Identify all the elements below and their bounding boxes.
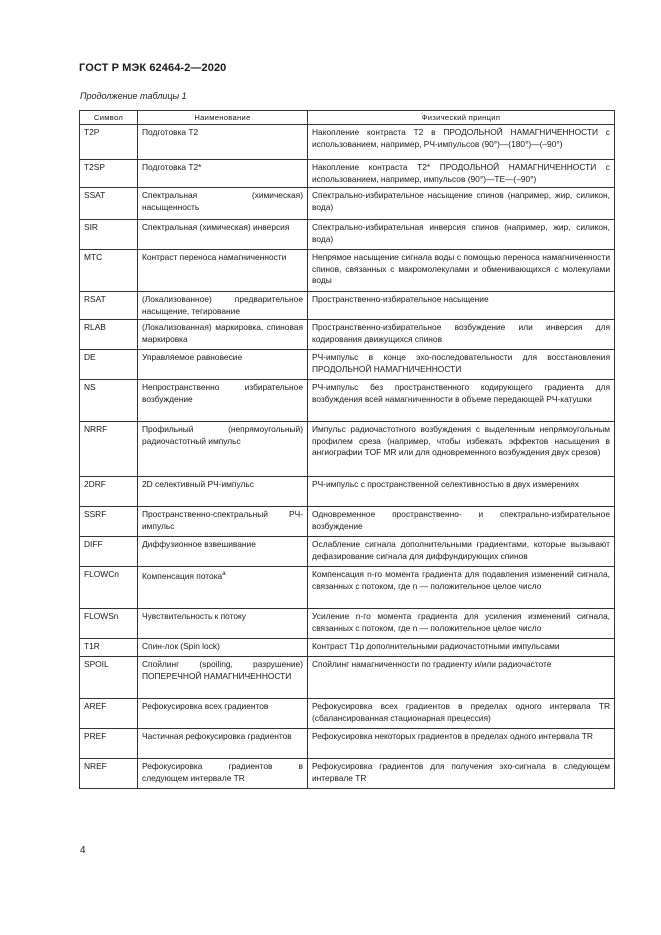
table-row [80, 759, 615, 789]
name-cell: Непространственно избирательное возбуждение [138, 380, 308, 422]
name-cell: 2D селективный РЧ-импульс [138, 477, 308, 507]
symbol-cell: FLOWCn [80, 567, 138, 609]
principle-cell: Спойлинг намагниченности по градиенту и/или радиочастоте [308, 657, 615, 699]
symbol-cell: 2DRF [80, 477, 138, 507]
table-row [80, 699, 615, 729]
table-row [80, 320, 615, 350]
symbol-cell: T1R [80, 639, 138, 657]
name-cell: Профильный (непрямоугольный) радиочастотный импульс [138, 422, 308, 477]
name-cell: Спин-лок (Spin lock) [138, 639, 308, 657]
symbol-cell: SSRF [80, 507, 138, 537]
symbol-cell: NRRF [80, 422, 138, 477]
name-cell: Контраст переноса намагниченности [138, 250, 308, 292]
symbol-cell: FLOWSn [80, 609, 138, 639]
name-cell: Спойлинг (spoiling, разрушение) ПОПЕРЕЧНОЙ НАМАГНИЧЕННОСТИ [138, 657, 308, 699]
symbol-cell: RLAB [80, 320, 138, 350]
footnote-marker: a [222, 571, 226, 578]
symbol-cell: RSAT [80, 292, 138, 320]
name-cell: Частичная рефокусировка градиентов [138, 729, 308, 759]
table-row [80, 657, 615, 699]
name-cell: Чувствительность к потоку [138, 609, 308, 639]
table-row [80, 567, 615, 609]
principle-cell: Спектрально-избирательная инверсия спинов (например, жир, силикон, вода) [308, 220, 615, 250]
symbol-cell: AREF [80, 699, 138, 729]
principle-cell: Усиление n-го момента градиента для усиления изменений сигнала, связанных с потоком, где n — положительное целое число [308, 609, 615, 639]
column-header-principle: Физический принцип [308, 111, 615, 125]
symbol-cell: T2P [80, 125, 138, 160]
table-row [80, 125, 615, 160]
table-row [80, 350, 615, 380]
table-row [80, 639, 615, 657]
table-row [80, 422, 615, 477]
document-title: ГОСТ Р МЭК 62464-2—2020 [79, 62, 227, 74]
principle-cell: Рефокусировка градиентов для получения эхо-сигнала в следующем интервале TR [308, 759, 615, 789]
name-cell: Подготовка T2 [138, 125, 308, 160]
principle-cell: РЧ-импульс с пространственной селективностью в двух измерениях [308, 477, 615, 507]
name-cell: Подготовка T2* [138, 160, 308, 188]
principle-cell: Рефокусировка всех градиентов в пределах одного интервала TR (сбалансированная стационарная прецессия) [308, 699, 615, 729]
name-cell: Компенсация потока$^a$ [138, 567, 308, 609]
table-row [80, 250, 615, 292]
column-header-name: Наименование [138, 111, 308, 125]
table-row [80, 220, 615, 250]
page-number: 4 [80, 845, 86, 856]
principle-cell: Накопление контраста T2 в ПРОДОЛЬНОЙ НАМАГНИЧЕННОСТИ с использованием, например, РЧ-импульсов (90°)—(180°)—(–90°) [308, 125, 615, 160]
table-row [80, 380, 615, 422]
principle-cell: Спектрально-избирательное насыщение спинов (например, жир, силикон, вода) [308, 188, 615, 220]
table-row [80, 188, 615, 220]
name-cell: (Локализованное) предварительное насыщение, тегирование [138, 292, 308, 320]
table-header-row [80, 111, 615, 125]
symbol-cell: DIFF [80, 537, 138, 567]
table-row [80, 537, 615, 567]
symbol-cell: SPOIL [80, 657, 138, 699]
table-row [80, 507, 615, 537]
principle-cell: Рефокусировка некоторых градиентов в пределах одного интервала TR [308, 729, 615, 759]
table-caption: Продолжение таблицы 1 [80, 91, 187, 101]
principle-cell: Пространственно-избирательное возбуждение или инверсия для кодирования движущихся спинов [308, 320, 615, 350]
symbol-cell: SIR [80, 220, 138, 250]
name-cell: Спектральная (химическая) инверсия [138, 220, 308, 250]
name-cell: Пространственно-спектральный РЧ-импульс [138, 507, 308, 537]
name-cell: Спектральная (химическая) насыщенность [138, 188, 308, 220]
symbol-cell: T2SP [80, 160, 138, 188]
table-row [80, 292, 615, 320]
symbols-table [79, 110, 615, 789]
principle-cell: Импульс радиочастотного возбуждения с выделенным непрямоугольным профилем среза (например, чтобы избежать эффектов насыщения в ангиографии TOF MR или для одновременного возбуждения двух срезов) [308, 422, 615, 477]
principle-cell: Одновременное пространственно- и спектрально-избирательное возбуждение [308, 507, 615, 537]
principle-cell: Контраст T1ρ дополнительными радиочастотными импульсами [308, 639, 615, 657]
name-cell: Рефокусировка градиентов в следующем интервале TR [138, 759, 308, 789]
principle-cell: Непрямое насыщение сигнала воды с помощью переноса намагниченности спинов, связанных с макромолекулами и обменивающихся с молекулами воды [308, 250, 615, 292]
symbol-cell: MTC [80, 250, 138, 292]
name-cell: Диффузионное взвешивание [138, 537, 308, 567]
symbol-cell: NREF [80, 759, 138, 789]
principle-cell: Пространственно-избирательное насыщение [308, 292, 615, 320]
name-cell: Управляемое равновесие [138, 350, 308, 380]
table-row [80, 729, 615, 759]
principle-cell: РЧ-импульс в конце эхо-последовательности для восстановления ПРОДОЛЬНОЙ НАМАГНИЧЕННОСТИ [308, 350, 615, 380]
name-cell: Рефокусировка всех градиентов [138, 699, 308, 729]
column-header-symbol: Символ [80, 111, 138, 125]
principle-cell: РЧ-импульс без пространственного кодирующего градиента для возбуждения всей намагниченности в объеме передающей РЧ-катушки [308, 380, 615, 422]
table-row [80, 160, 615, 188]
table-row [80, 477, 615, 507]
principle-cell: Накопление контраста T2* ПРОДОЛЬНОЙ НАМАГНИЧЕННОСТИ с использованием, например, импульсов (90°)—TE—(–90°) [308, 160, 615, 188]
symbol-cell: SSAT [80, 188, 138, 220]
symbol-cell: NS [80, 380, 138, 422]
principle-cell: Ослабление сигнала дополнительными градиентами, которые вызывают дефазирование сигнала для диффундирующих спинов [308, 537, 615, 567]
table-row [80, 609, 615, 639]
principle-cell: Компенсация n-го момента градиента для подавления изменений сигнала, связанных с потоком, где n — положительное целое число [308, 567, 615, 609]
name-cell: (Локализованная) маркировка, спиновая маркировка [138, 320, 308, 350]
symbol-cell: DE [80, 350, 138, 380]
symbol-cell: PREF [80, 729, 138, 759]
